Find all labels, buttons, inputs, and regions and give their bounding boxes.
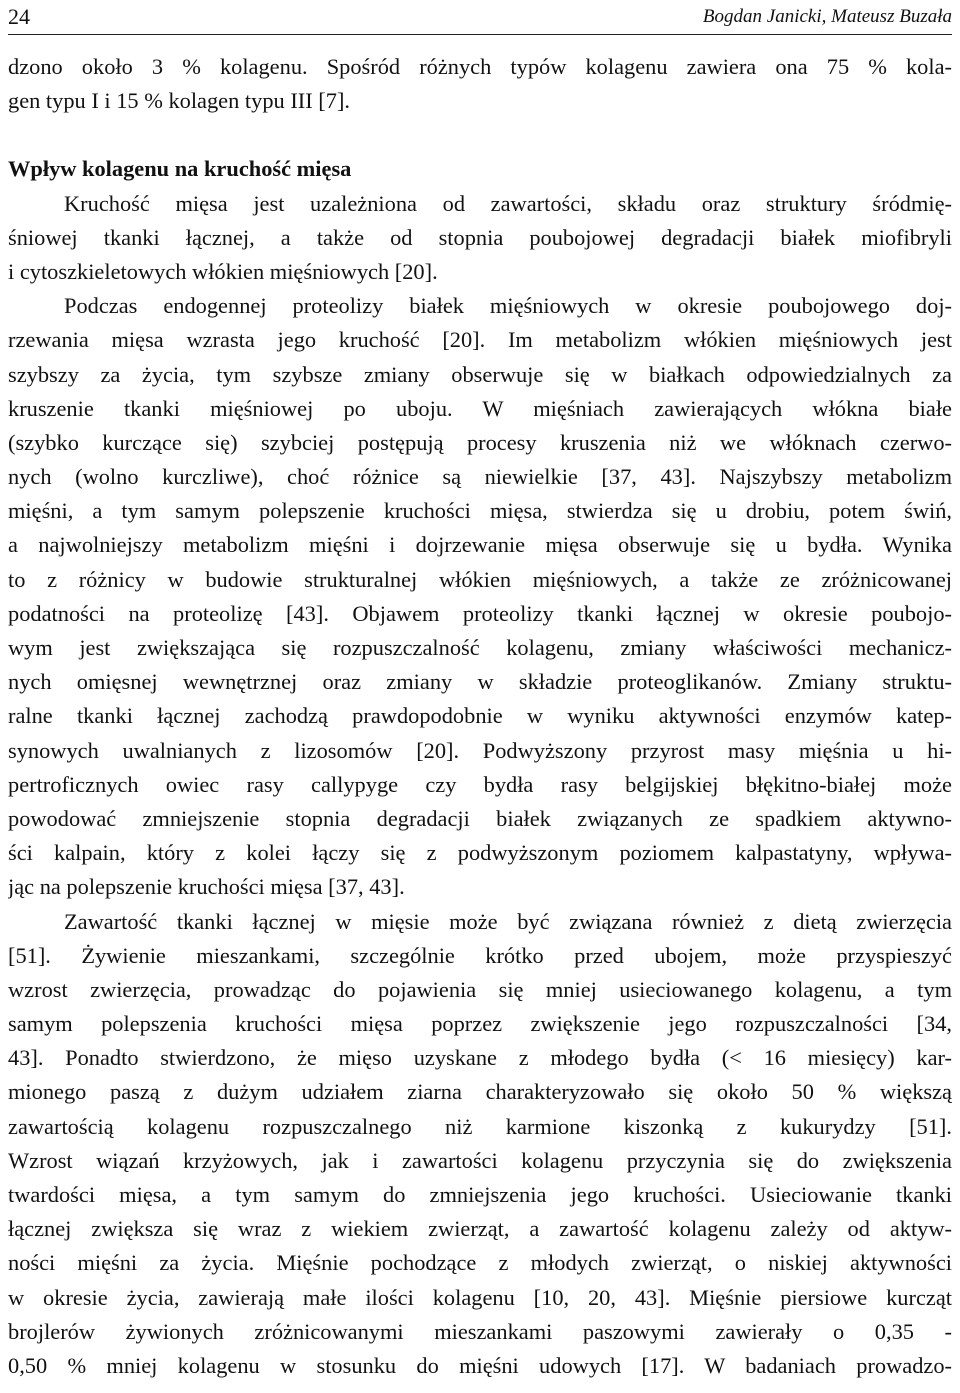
- text-line: powodować zmniejszenie stopnia degradacji białek związanych ze spadkiem aktywno-: [8, 805, 952, 831]
- intro-paragraph: [8, 50, 952, 118]
- text-line: twardości mięsa, a tym samym do zmniejszenia jego kruchości. Usieciowanie tkanki: [8, 1182, 952, 1207]
- text-line: łącznej zwiększa się wraz z wiekiem zwierząt, a zawartość kolagenu zależy od aktyw-: [8, 1216, 952, 1242]
- section-gap: [8, 118, 952, 152]
- text-line: rzewania mięsa wzrasta jego kruchość [20]. Im metabolizm włókien mięśniowych jest: [8, 327, 952, 353]
- text-line: brojlerów żywionych zróżnicowanymi mieszankami paszowymi zawierały o 0,35 -: [8, 1318, 952, 1344]
- text-line: jąc na polepszenie kruchości mięsa [37, 43].: [8, 874, 405, 900]
- text-line: wzrost zwierzęcia, prowadząc do pojawienia się mniej usieciowanego kolagenu, a tym: [8, 976, 952, 1002]
- book-page: [8, 0, 952, 1393]
- text-line: synowych uwalnianych z lizosomów [20]. Podwyższony przyrost masy mięśnia u hi-: [8, 737, 952, 763]
- body-text: [8, 50, 952, 1383]
- paragraph-1: [8, 187, 952, 290]
- text-line: nych (wolno kurczliwe), choć różnice są niewielkie [37, 43]. Najszybszy metabolizm: [8, 464, 952, 490]
- page-header: [8, 4, 952, 35]
- paragraph-2: [8, 289, 952, 904]
- text-line: ści kalpain, który z kolei łączy się z podwyższonym poziomem kalpastatyny, wpływa-: [8, 840, 952, 866]
- text-line: samym polepszenia kruchości mięsa poprzez zwiększenie jego rozpuszczalności [34,: [8, 1011, 952, 1037]
- text-line: 0,50 % mniej kolagenu w stosunku do mięśni udowych [17]. W badaniach prowadzo-: [8, 1352, 952, 1378]
- text-line: kruszenie tkanki mięśniowej po uboju. W mięśniach zawierających włókna białe: [8, 395, 952, 421]
- text-line: szybszy za życia, tym szybsze zmiany obserwuje się w białkach odpowiedzialnych za: [8, 361, 952, 387]
- text-line: mionego paszą z dużym udziałem ziarna charakteryzowało się około 50 % większą: [8, 1079, 952, 1105]
- text-line: Zawartość tkanki łącznej w mięsie może być związana również z dietą zwierzęcia: [64, 908, 952, 934]
- text-line: w okresie życia, zawierają małe ilości kolagenu [10, 20, 43]. Mięśnie piersiowe kurcząt: [8, 1284, 952, 1310]
- text-line: 43]. Ponadto stwierdzono, że mięso uzyskane z młodego bydła (< 16 miesięcy) kar-: [8, 1045, 952, 1071]
- text-line: i cytoszkieletowych włókien mięśniowych [20].: [8, 258, 438, 284]
- text-line: Kruchość mięsa jest uzależniona od zawartości, składu oraz struktury śródmię-: [64, 190, 952, 216]
- text-line: podatności na proteolizę [43]. Objawem proteolizy tkanki łącznej w okresie poubojo-: [8, 600, 952, 626]
- text-line: gen typu I i 15 % kolagen typu III [7].: [8, 88, 350, 114]
- running-head-authors: Bogdan Janicki, Mateusz Buzała: [702, 6, 952, 27]
- text-line: (szybko kurczące się) szybciej postępują procesy kruszenia niż we włóknach czerwo-: [8, 429, 952, 455]
- text-line: ności mięśni za życia. Mięśnie pochodzące z młodych zwierząt, o niskiej aktywności: [8, 1250, 952, 1276]
- section-heading: Wpływ kolagenu na kruchość mięsa: [8, 156, 352, 182]
- text-line: śniowej tkanki łącznej, a także od stopnia poubojowej degradacji białek miofibryli: [8, 224, 952, 250]
- text-line: dzono około 3 % kolagenu. Spośród różnych typów kolagenu zawiera ona 75 % kola-: [8, 54, 952, 79]
- text-line: Podczas endogennej proteolizy białek mięśniowych w okresie poubojowego doj-: [64, 293, 952, 319]
- text-line: nych omięsnej wewnętrznej oraz zmiany w składzie proteoglikanów. Zmiany struktu-: [8, 669, 952, 695]
- text-line: to z różnicy w budowie strukturalnej włókien mięśniowych, a także ze zróżnicowanej: [8, 566, 952, 592]
- text-line: zawartością kolagenu rozpuszczalnego niż karmione kiszonką z kukurydzy [51].: [8, 1113, 952, 1139]
- text-line: mięśni, a tym samym polepszenie kruchości mięsa, stwierdza się u drobiu, potem świń,: [8, 498, 952, 524]
- page-number: 24: [8, 4, 30, 29]
- text-line: pertroficznych owiec rasy callypyge czy bydła rasy belgijskiej błękitno-białej może: [8, 771, 952, 797]
- text-line: [51]. Żywienie mieszankami, szczególnie krótko przed ubojem, może przyspieszyć: [8, 942, 952, 968]
- text-line: ralne tkanki łącznej zachodzą prawdopodobnie w wyniku aktywności enzymów katep-: [8, 703, 952, 729]
- text-line: Wzrost wiązań krzyżowych, jak i zawartości kolagenu przyczynia się do zwiększenia: [8, 1147, 952, 1173]
- text-line: wym jest zwiększająca się rozpuszczalność kolagenu, zmiany właściwości mechanicz-: [8, 635, 952, 660]
- text-line: a najwolniejszy metabolizm mięśni i dojrzewanie mięsa obserwuje się u bydła. Wynika: [8, 532, 952, 558]
- paragraph-3: [8, 905, 952, 1384]
